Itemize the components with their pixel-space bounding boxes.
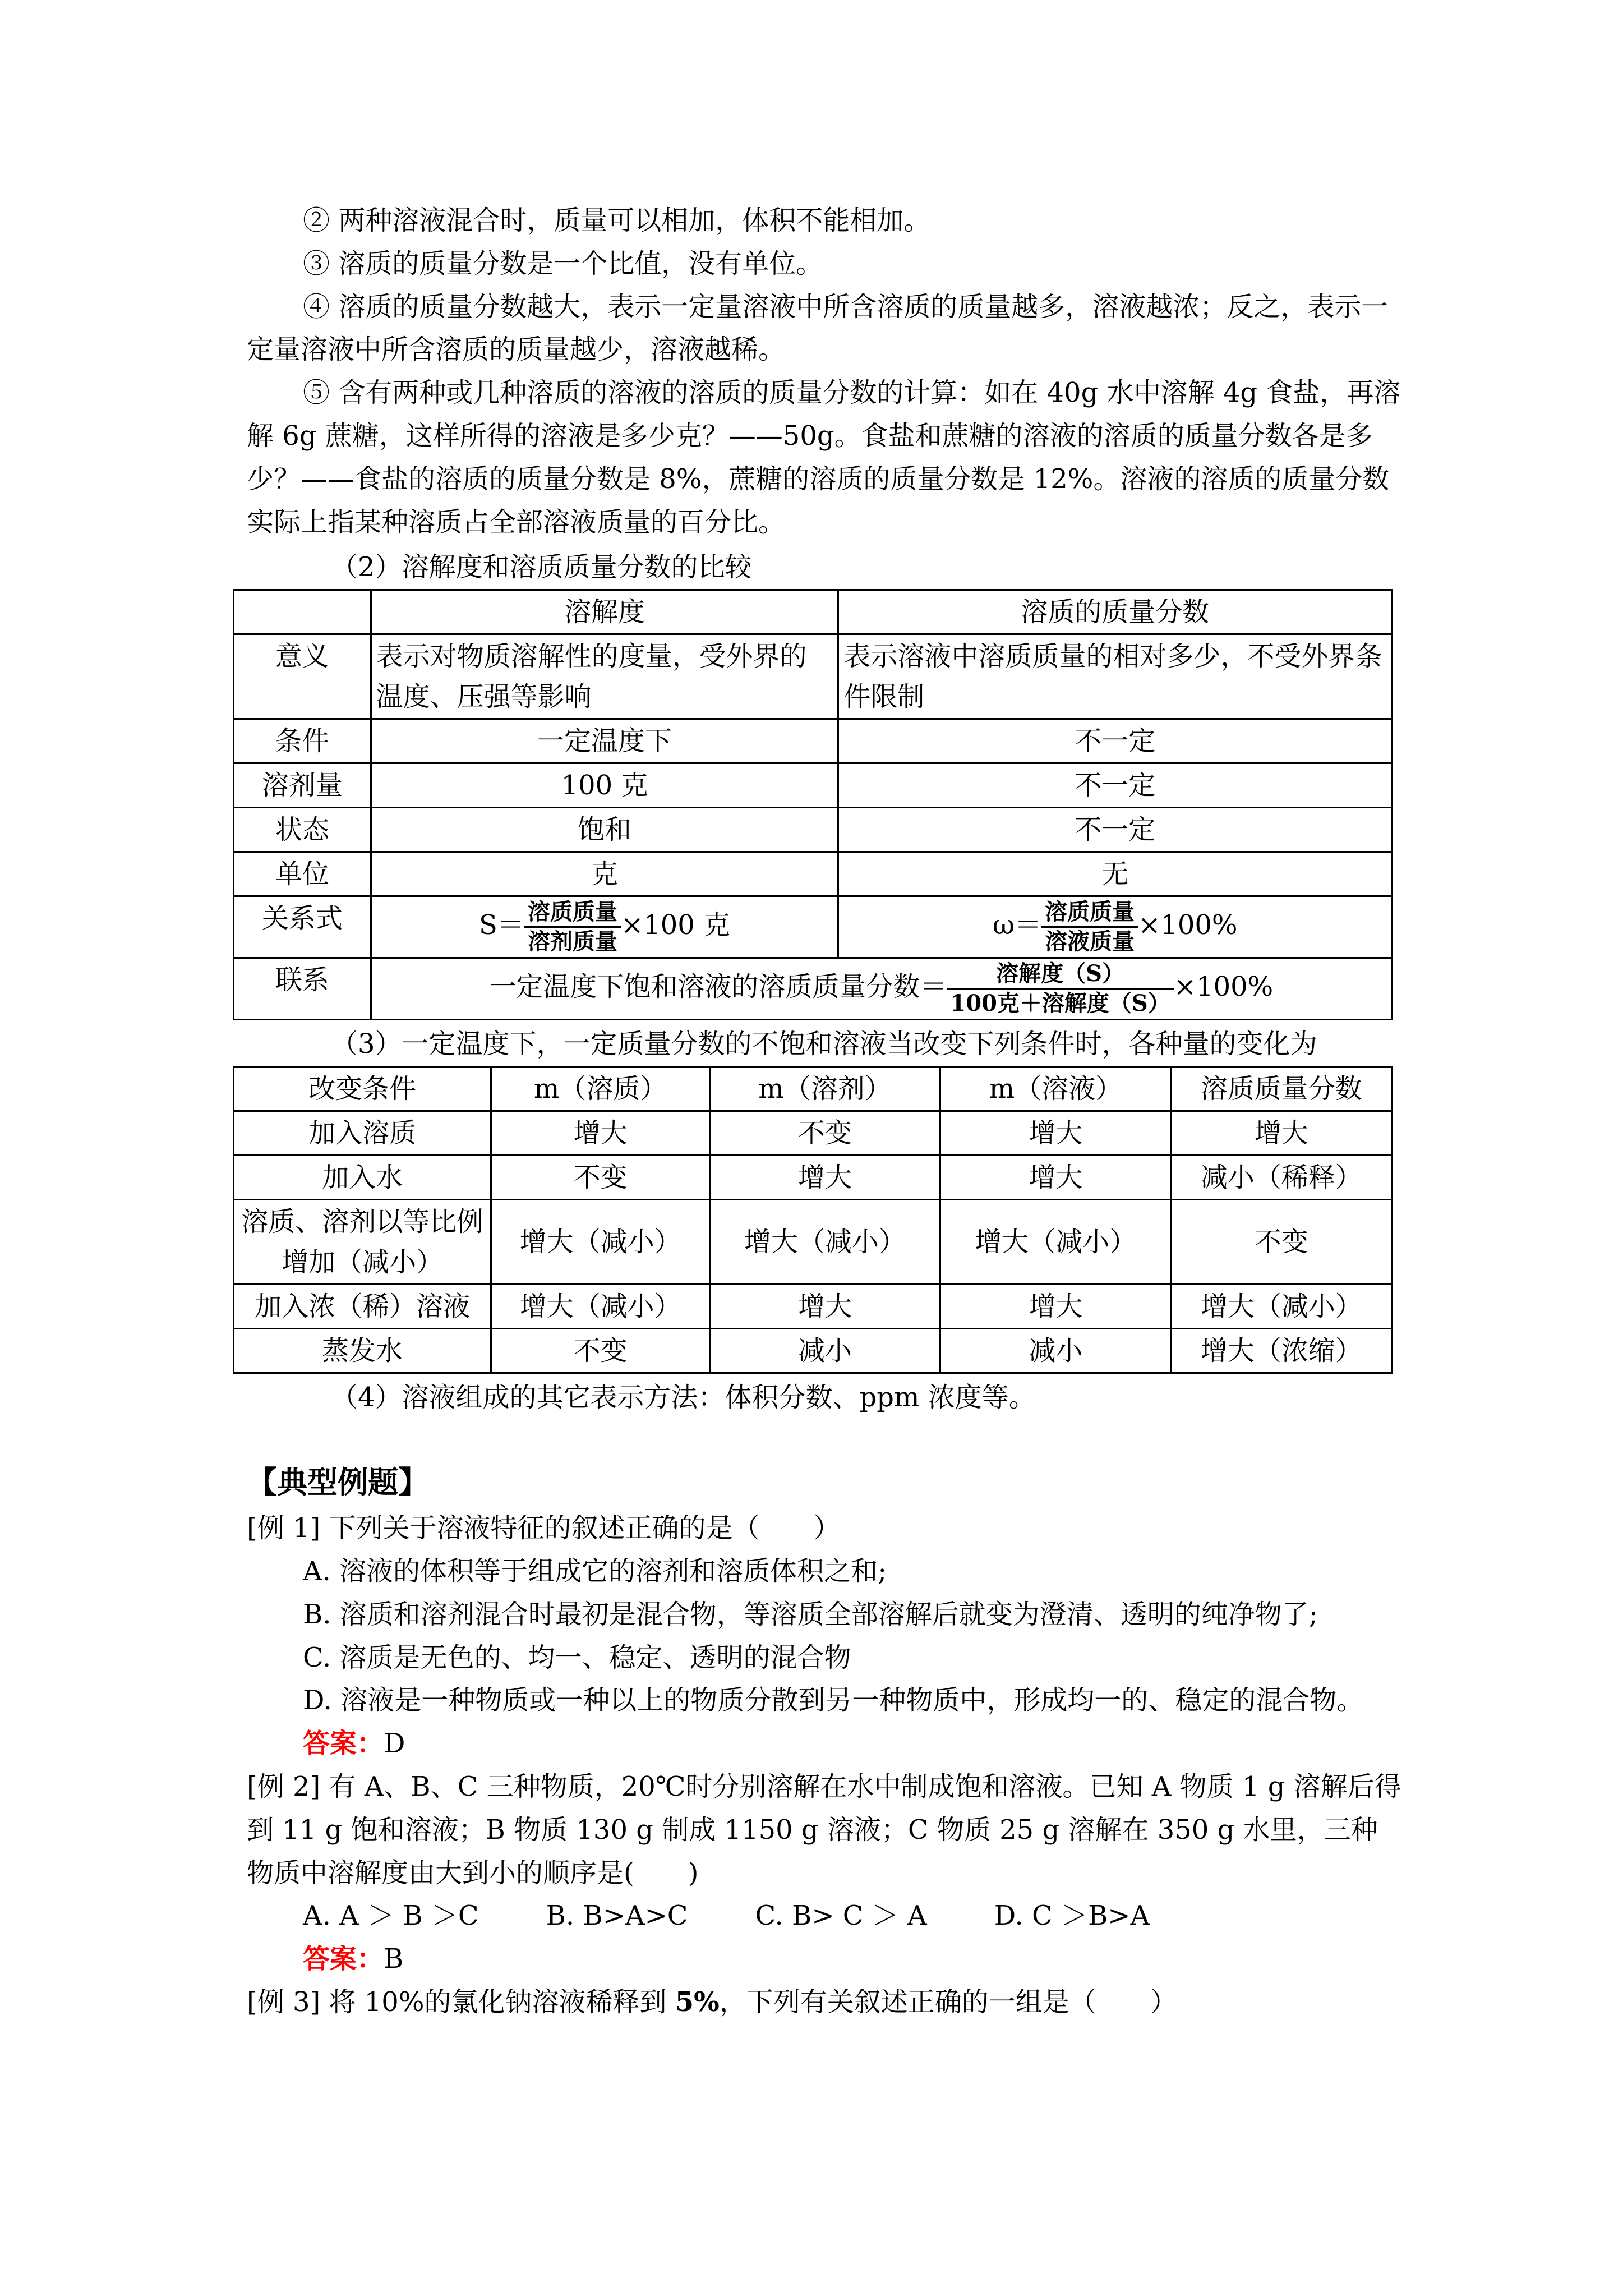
formula-prefix: ω＝ xyxy=(992,909,1042,941)
table-row xyxy=(234,852,1392,896)
row-label: 关系式 xyxy=(234,896,371,958)
table-cell: 饱和 xyxy=(371,808,838,852)
table-cell: 增大（减小） xyxy=(491,1199,709,1284)
note-2: ② 两种溶液混合时，质量可以相加，体积不能相加。 xyxy=(303,205,931,236)
table-cell: 蒸发水 xyxy=(234,1328,491,1373)
note-3: ③ 溶质的质量分数是一个比值，没有单位。 xyxy=(303,247,823,279)
formula-prefix: 一定温度下饱和溶液的溶质质量分数＝ xyxy=(489,971,947,1003)
table-cell: 加入水 xyxy=(234,1155,491,1199)
table-header-row xyxy=(234,590,1392,634)
table-cell: 不变 xyxy=(491,1328,709,1373)
table-header-cell: 溶解度 xyxy=(371,590,838,634)
fraction-numerator: 溶解度（S） xyxy=(947,960,1173,990)
answer-label: 答案： xyxy=(303,1728,384,1760)
change-table xyxy=(233,1066,1393,1374)
fraction-denominator: 溶剂质量 xyxy=(527,928,617,955)
option-c: C. B> C ＞ A xyxy=(755,1900,927,1932)
table-row xyxy=(234,1155,1392,1199)
table-cell: 不变 xyxy=(491,1155,709,1199)
fraction-numerator: 溶质质量 xyxy=(1041,898,1138,928)
fraction xyxy=(524,898,621,956)
table-header-row xyxy=(234,1066,1392,1111)
example-2-options xyxy=(247,1894,1402,1938)
formula-prefix: S＝ xyxy=(479,909,524,941)
question-text: ，下列有关叙述正确的一组是（ ） xyxy=(719,1986,1177,2018)
section-title: 【典型例题】 xyxy=(247,1464,428,1500)
table-row xyxy=(234,1111,1392,1155)
table-cell: 增大 xyxy=(940,1111,1171,1155)
table-cell: 增大 xyxy=(940,1284,1171,1328)
link-formula xyxy=(371,958,1391,1020)
fraction-numerator: 溶质质量 xyxy=(524,898,621,928)
fraction-denominator: 100克＋溶解度（S） xyxy=(950,990,1170,1017)
table-row xyxy=(234,1199,1392,1284)
answer-value: D xyxy=(384,1728,405,1760)
link-row xyxy=(234,958,1392,1020)
table-row xyxy=(234,719,1392,763)
question-text: [例 3] 将 10%的氯化钠溶液稀释到 xyxy=(247,1986,675,2018)
table-cell: 表示对物质溶解性的度量，受外界的温度、压强等影响 xyxy=(371,634,838,719)
table-cell: 溶质、溶剂以等比例增加（减小） xyxy=(234,1199,491,1284)
example-1-option-a: A. 溶液的体积等于组成它的溶剂和溶质体积之和; xyxy=(303,1555,887,1587)
table-cell: 克 xyxy=(371,852,838,896)
formula-suffix: ×100 克 xyxy=(620,909,731,941)
question-emphasis: 5% xyxy=(675,1986,720,2018)
formula-row xyxy=(234,896,1392,958)
example-2-answer xyxy=(247,1938,1402,1981)
table-cell: 增大 xyxy=(709,1284,940,1328)
example-3-question xyxy=(247,1981,1402,2024)
table-cell: 一定温度下 xyxy=(371,719,838,763)
example-1-answer xyxy=(247,1722,1402,1765)
row-label: 意义 xyxy=(234,634,371,719)
answer-label: 答案： xyxy=(303,1943,384,1975)
table-cell: 加入溶质 xyxy=(234,1111,491,1155)
mass-fraction-formula xyxy=(838,896,1392,958)
table-cell: 减小（稀释） xyxy=(1171,1155,1391,1199)
table-cell: 减小 xyxy=(709,1328,940,1373)
table-cell: 表示溶液中溶质质量的相对多少，不受外界条件限制 xyxy=(838,634,1392,719)
table-cell: 增大（减小） xyxy=(940,1199,1171,1284)
fraction xyxy=(1041,898,1138,956)
table-cell: 不变 xyxy=(709,1111,940,1155)
other-methods-note: （4）溶液组成的其它表示方法：体积分数、ppm 浓度等。 xyxy=(331,1381,1036,1413)
table-cell: 增大（减小） xyxy=(491,1284,709,1328)
table-row xyxy=(234,1284,1392,1328)
fraction-denominator: 溶液质量 xyxy=(1045,928,1135,955)
table-cell: 加入浓（稀）溶液 xyxy=(234,1284,491,1328)
solubility-formula xyxy=(371,896,838,958)
row-label: 单位 xyxy=(234,852,371,896)
table-cell: 减小 xyxy=(940,1328,1171,1373)
note-4: ④ 溶质的质量分数越大，表示一定量溶液中所含溶质的质量越多，溶液越浓；反之，表示一定量溶液中所含溶质的质量越少，溶液越稀。 xyxy=(247,291,1389,366)
table1-caption: （2）溶解度和溶质质量分数的比较 xyxy=(331,551,752,583)
table-cell: 增大 xyxy=(940,1155,1171,1199)
table-header-cell xyxy=(234,590,371,634)
table-row xyxy=(234,1328,1392,1373)
example-1-option-b: B. 溶质和溶剂混合时最初是混合物，等溶质全部溶解后就变为澄清、透明的纯净物了; xyxy=(303,1598,1318,1630)
row-label: 溶剂量 xyxy=(234,763,371,808)
table-cell: 增大 xyxy=(709,1155,940,1199)
table-header-cell: m（溶质） xyxy=(491,1066,709,1111)
table-cell: 无 xyxy=(838,852,1392,896)
formula-suffix: ×100% xyxy=(1138,909,1238,941)
table-cell: 增大（减小） xyxy=(1171,1284,1391,1328)
example-1-option-d: D. 溶液是一种物质或一种以上的物质分散到另一种物质中，形成均一的、稳定的混合物。 xyxy=(303,1685,1364,1717)
table-cell: 增大 xyxy=(1171,1111,1391,1155)
table-header-cell: 改变条件 xyxy=(234,1066,491,1111)
example-1-option-c: C. 溶质是无色的、均一、稳定、透明的混合物 xyxy=(303,1641,851,1673)
table-header-cell: 溶质质量分数 xyxy=(1171,1066,1391,1111)
example-1-question: [例 1] 下列关于溶液特征的叙述正确的是（ ） xyxy=(247,1512,841,1544)
table-row xyxy=(234,634,1392,719)
formula-suffix: ×100% xyxy=(1173,971,1274,1003)
document-body xyxy=(241,199,1402,2024)
row-label: 联系 xyxy=(234,958,371,1020)
table-row xyxy=(234,808,1392,852)
table-header-cell: m（溶液） xyxy=(940,1066,1171,1111)
table2-caption: （3）一定温度下，一定质量分数的不饱和溶液当改变下列条件时，各种量的变化为 xyxy=(331,1028,1317,1060)
table-cell: 100 克 xyxy=(371,763,838,808)
table-cell: 不一定 xyxy=(838,763,1392,808)
table-cell: 增大 xyxy=(491,1111,709,1155)
comparison-table xyxy=(233,589,1393,1020)
row-label: 条件 xyxy=(234,719,371,763)
option-d: D. C ＞B>A xyxy=(994,1900,1150,1932)
table-header-cell: m（溶剂） xyxy=(709,1066,940,1111)
option-a: A. A ＞ B ＞C xyxy=(303,1900,479,1932)
note-5: ⑤ 含有两种或几种溶质的溶液的溶质的质量分数的计算：如在 40g 水中溶解 4g 食盐，再溶解 6g 蔗糖，这样所得的溶液是多少克？——50g。食盐和蔗糖的溶液的溶质的质量分数各是多少？——食盐的溶质的质量分数是 8%，蔗糖的溶质的质量分数是 12%。溶液的溶质的质量分数实际上指某种溶质占全部溶液质量的百分比。 xyxy=(247,377,1401,538)
table-cell: 不一定 xyxy=(838,719,1392,763)
table-cell: 增大（浓缩） xyxy=(1171,1328,1391,1373)
fraction xyxy=(947,960,1173,1018)
table-row xyxy=(234,763,1392,808)
answer-value: B xyxy=(384,1943,404,1975)
table-header-cell: 溶质的质量分数 xyxy=(838,590,1392,634)
table-cell: 增大（减小） xyxy=(709,1199,940,1284)
row-label: 状态 xyxy=(234,808,371,852)
option-b: B. B>A>C xyxy=(546,1900,688,1932)
table-cell: 不一定 xyxy=(838,808,1392,852)
example-2-question: [例 2] 有 A、B、C 三种物质，20℃时分别溶解在水中制成饱和溶液。已知 A 物质 1 g 溶解后得到 11 g 饱和溶液；B 物质 130 g 制成 1150 g 溶液；C 物质 25 g 溶解在 350 g 水里，三种物质中溶解度由大到小的顺序是( ) xyxy=(247,1770,1401,1889)
table-cell: 不变 xyxy=(1171,1199,1391,1284)
